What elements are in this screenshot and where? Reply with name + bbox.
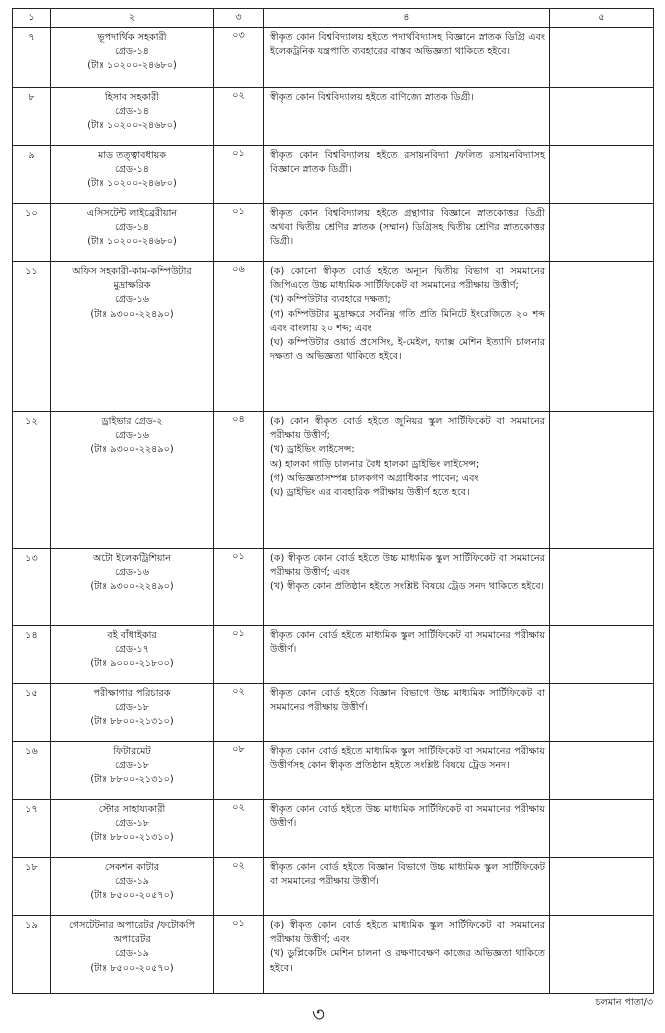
remarks-cell [550,742,654,800]
header-col-1: ১ [13,9,51,28]
post-pay-scale: (টাঃ ১০২০০-২৪৬৮০) [87,236,177,248]
serial-number: ১৭ [13,800,51,858]
post-count: ০৬ [214,262,264,412]
table-header-row [13,9,654,28]
serial-number: ৮ [13,88,51,146]
serial-number: ১৪ [13,626,51,684]
post-cell [51,626,214,684]
post-pay-scale: (টাঃ ৮৫০০-২০৫৭০) [90,962,174,974]
serial-number: ৭ [13,28,51,88]
qualification-line: স্বীকৃত কোন বোর্ড হইতে মাধ্যমিক স্কুল সার্টিফিকেট বা সমমানের পরীক্ষায় উত্তীর্ণ। [270,630,545,656]
serial-number: ১৬ [13,742,51,800]
serial-number: ১৯ [13,916,51,994]
post-cell [51,800,214,858]
post-name: অফিস সহকারী-কাম-কম্পিউটার মুদ্রাক্ষরিক [72,266,192,292]
qualification-line: (গ) অভিজ্ঞতাসম্পন্ন চালকগণ অগ্রাধিকার পাবেন; এবং [270,472,479,484]
post-grade: গ্রেড-১৮ [114,760,150,772]
post-grade: গ্রেড-১৮ [114,818,150,830]
serial-number: ১৩ [13,549,51,626]
post-name: সেকশন কাটার [104,862,160,873]
serial-number: ১৮ [13,858,51,916]
qualification-line: স্বীকৃত কোন বোর্ড হইতে বিজ্ঞান বিভাগে উচ্চ মাধ্যমিক সার্টিফিকেট বা সমমানের পরীক্ষায় উত্তীর্ণ। [270,688,545,714]
post-cell [51,684,214,742]
post-name: মাড তত্ত্বাবধায়ক [97,150,167,161]
remarks-cell [550,412,654,549]
post-count: ০৪ [214,412,264,549]
serial-number: ১২ [13,412,51,549]
remarks-cell [550,146,654,204]
page-number-mark: ৩ [312,1002,326,1026]
qualification-cell [264,262,550,412]
remarks-cell [550,549,654,626]
post-cell [51,916,214,994]
post-name: ভূপদার্থিক সহকারী [97,32,167,43]
post-cell [51,88,214,146]
table-row [13,858,654,916]
table-row [13,916,654,994]
qualification-line: (খ) ড্রাইভিং লাইসেন্স: [270,444,355,456]
post-grade: গ্রেড-১৬ [114,430,150,442]
serial-number: ১০ [13,204,51,262]
header-col-5: ৫ [550,9,654,28]
qualification-line: স্বীকৃত কোন বিশ্ববিদ্যালয় হইতে বাণিজ্যে স্নাতক ডিগ্রী। [270,92,474,103]
post-count: ০২ [214,858,264,916]
remarks-cell [550,28,654,88]
header-col-3: ৩ [214,9,264,28]
qualification-line: স্বীকৃত কোন বোর্ড হইতে বিজ্ঞান বিভাগে উচ্চ মাধ্যমিক স্কুল সার্টিফিকেট বা সমমানের পরীক্ষায় উত্তীর্ণ। [270,862,545,888]
remarks-cell [550,858,654,916]
table-row [13,412,654,549]
table-row [13,204,654,262]
post-count: ০২ [214,88,264,146]
qualification-line: (ক) কোন স্বীকৃত বোর্ড হইতে জুনিয়র স্কুল সার্টিফিকেট বা সমমানের পরীক্ষায় উত্তীর্ণ; [270,416,545,442]
serial-number: ১১ [13,262,51,412]
post-grade: গ্রেড-১৬ [114,294,150,306]
qualification-line: স্বীকৃত কোন বোর্ড হইতে মাধ্যমিক স্কুল সার্টিফিকেট বা সমমানের পরীক্ষায় উত্তীর্ণসহ কোন স্বীকৃত প্রতিষ্ঠান হইতে সংশ্লিষ্ট বিষয়ে ট্রেড সনদ। [270,746,545,772]
continued-page-note: চলমান পাতা/৩ [595,997,653,1008]
qualification-line: অ) হালকা গাড়ি চালনার বৈধ হালকা ড্রাইভিং লাইসেন্স; [270,458,480,470]
serial-number: ১৫ [13,684,51,742]
qualification-cell [264,684,550,742]
post-pay-scale: (টাঃ ৮৮০০-২১৩১০) [90,832,174,844]
post-name: গেসটেটনার অপারেটর /ফটোকপি অপারেটর [68,920,196,946]
post-cell [51,146,214,204]
qualification-line: স্বীকৃত কোন বোর্ড হইতে উচ্চ মাধ্যমিক সার্টিফিকেট বা সমমানের পরীক্ষায় উত্তীর্ণ। [270,804,545,830]
qualification-line: স্বীকৃত কোন বিশ্ববিদ্যালয় হইতে গ্রন্থাগার বিজ্ঞানে স্নাতকোত্তর ডিগ্রী অথবা দ্বিতীয় শ্রেণির স্নাতক (সম্মান) ডিগ্রিসহ দ্বিতীয় শ্রেণির স্নাতকোত্তর ডিগ্রী। [270,208,545,248]
post-count: ০২ [214,800,264,858]
table-row [13,626,654,684]
qualification-line: (ঘ) কম্পিউটার ওয়ার্ড প্রসেসিং, ই-মেইল, ফ্যাক্স মেশিন ইত্যাদি চালনার দক্ষতা ও অভিজ্ঞতা থাকিতে হইবে। [270,337,545,363]
post-count: ০৩ [214,28,264,88]
remarks-cell [550,204,654,262]
qualification-cell [264,549,550,626]
post-grade: গ্রেড-১৯ [114,876,150,888]
post-grade: গ্রেড-১৪ [114,106,150,118]
post-name: স্টোর সাহায্যকারী [98,804,166,815]
qualification-line: (খ) কম্পিউটার ব্যবহারে দক্ষতা; [270,294,391,306]
job-requirements-table [12,8,654,994]
remarks-cell [550,684,654,742]
post-count: ০১ [214,549,264,626]
post-pay-scale: (টাঃ ৮৮০০-২১৩১০) [90,774,174,786]
qualification-line: (গ) কম্পিউটার মুদ্রাক্ষরে সর্বনিম্ন গতি প্রতি মিনিটে ইংরেজিতে ২০ শব্দ এবং বাংলায় ২০ শব্দ; এবং [270,308,545,334]
post-pay-scale: (টাঃ ১০২০০-২৪৬৮০) [87,120,177,132]
table-row [13,684,654,742]
qualification-line: স্বীকৃত কোন বিশ্ববিদ্যালয় হইতে রসায়নবিদ্যা /ফলিত রসায়নবিদ্যাসহ বিজ্ঞানে স্নাতক ডিগ্রী। [270,150,545,176]
post-grade: গ্রেড-১৪ [114,222,150,234]
qualification-cell [264,742,550,800]
qualification-cell [264,916,550,994]
post-count: ০৮ [214,742,264,800]
qualification-line: (ক) কোনো স্বীকৃত বোর্ড হইতে অন্যূন দ্বিতীয় বিভাগ বা সমমানের জিপিএতে উচ্চ মাধ্যমিক সার্টিফিকেট বা সমমানের পরীক্ষায় উত্তীর্ণ; [270,266,545,292]
qualification-cell [264,88,550,146]
table-row [13,28,654,88]
post-pay-scale: (টাঃ ৯০০০-২১৮০০) [90,658,174,670]
post-cell [51,858,214,916]
qualification-line: (ক) স্বীকৃত কোন বোর্ড হইতে মাধ্যমিক স্কুল সার্টিফিকেট বা সমমানের পরীক্ষায় উত্তীর্ণ; এবং [270,920,545,946]
serial-number: ৯ [13,146,51,204]
post-pay-scale: (টাঃ ৯৩০০-২২৪৯০) [90,581,174,593]
remarks-cell [550,262,654,412]
post-name: পরীক্ষাগার পরিচারক [93,688,171,699]
post-pay-scale: (টাঃ ৮৮০০-২১৩১০) [90,716,174,728]
post-pay-scale: (টাঃ ৯৩০০-২২৪৯০) [90,308,174,320]
remarks-cell [550,916,654,994]
table-row [13,88,654,146]
post-pay-scale: (টাঃ ৮৫০০-২০৫৭০) [90,890,174,902]
post-count: ০১ [214,916,264,994]
table-row [13,262,654,412]
header-col-4: ৪ [264,9,550,28]
remarks-cell [550,800,654,858]
post-name: বই বাঁধাইকার [107,630,157,641]
qualification-line: (খ) ডুপ্লিকেটিং মেশিন চালনা ও রক্ষণাবেক্ষণ কাজের অভিজ্ঞতা থাকিতে হইবে। [270,948,545,974]
post-pay-scale: (টাঃ ১০২০০-২৪৬৮০) [87,178,177,190]
post-count: ০১ [214,146,264,204]
post-grade: গ্রেড-১৬ [114,567,150,579]
qualification-line: (ক) স্বীকৃত কোন বোর্ড হইতে উচ্চ মাধ্যমিক স্কুল সার্টিফিকেট বা সমমানের পরীক্ষায় উত্তীর্ণ; এবং [270,553,545,579]
header-col-2: ২ [51,9,214,28]
qualification-cell [264,858,550,916]
post-count: ০১ [214,626,264,684]
qualification-cell [264,626,550,684]
post-grade: গ্রেড-১৮ [114,702,150,714]
post-count: ০১ [214,204,264,262]
qualification-line: (খ) স্বীকৃত কোন প্রতিষ্ঠান হইতে সংশ্লিষ্ট বিষয়ে ট্রেড সনদ থাকিতে হইবে। [270,581,544,593]
qualification-cell [264,800,550,858]
qualification-cell [264,28,550,88]
post-grade: গ্রেড-১৭ [114,644,150,656]
post-name: ড্রাইভার গ্রেড-২ [101,416,163,427]
post-name: এসিসটেন্ট লাইব্রেরীয়ান [86,208,178,219]
qualification-cell [264,412,550,549]
post-pay-scale: (টাঃ ৯৩০০-২২৪৯০) [90,444,174,456]
remarks-cell [550,626,654,684]
post-cell [51,262,214,412]
post-grade: গ্রেড-১৪ [114,164,150,176]
table-row [13,146,654,204]
post-cell [51,412,214,549]
post-name: অটো ইলেকট্রিশিয়ান [92,553,172,564]
remarks-cell [550,88,654,146]
post-count: ০২ [214,684,264,742]
table-row [13,549,654,626]
post-grade: গ্রেড-১৪ [114,46,150,58]
post-name: হিসাব সহকারী [104,92,160,103]
qualification-line: স্বীকৃত কোন বিশ্ববিদ্যালয় হইতে পদার্থবিদ্যাসহ বিজ্ঞানে স্নাতক ডিগ্রি এবং ইলেকট্রনিক যন্ত্রপাতি ব্যবহারের বাস্তব অভিজ্ঞতা থাকিতে হইবে। [270,32,545,58]
post-cell [51,28,214,88]
post-cell [51,549,214,626]
post-name: ফিটারমেট [113,746,151,757]
table-row [13,800,654,858]
post-pay-scale: (টাঃ ১০২০০-২৪৬৮০) [87,60,177,72]
qualification-cell [264,146,550,204]
post-cell [51,742,214,800]
post-cell [51,204,214,262]
qualification-line: (ঘ) ড্রাইভিং এর ব্যবহারিক পরীক্ষায় উত্তীর্ণ হতে হবে। [270,487,470,499]
table-row [13,742,654,800]
post-grade: গ্রেড-১৯ [114,948,150,960]
qualification-cell [264,204,550,262]
